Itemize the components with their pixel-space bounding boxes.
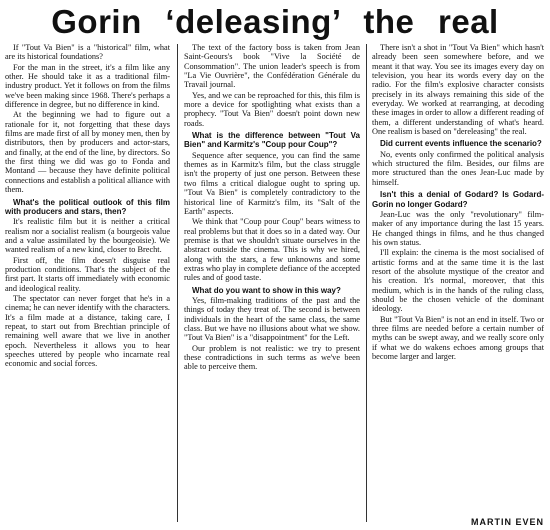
interview-question: What is the difference between "Tout Va Bien" and Karmitz's "Coup pour Coup"? (184, 131, 360, 150)
paragraph: There isn't a shot in "Tout Va Bien" which hasn't already been seen somewhere before, and we meant it that way. You see its images every day on television, you hear its words every day on the radio. For the film's explosive character consists precisely in its always remaining this side of the everyday. We worked at rearranging, at decoding these images in order to allow a different reading of them, a different understanding of what's heard. One realism is based on "dereleasing" the real. (372, 43, 544, 137)
interview-question: Isn't this a denial of Godard? Is Godard-Gorin no longer Godard? (372, 190, 544, 209)
paragraph: Yes, film-making traditions of the past and the things of today they treat of. The second is between individuals in the heart of the same class, the same class. But we have no illusions about what we show. "Tout Va Bien" is a "disappointment" for the Left. (184, 295, 360, 343)
paragraph: Jean-Luc was the only "revolutionary" film-maker of any importance during the last 15 years. He changed things in films, and he thus changed his own status. (372, 209, 544, 247)
paragraph: Yes, and we can be reproached for this, this film is more a device for spotlighting what exists than a prophecy. "Tout Va Bien" doesn't point down new roads. (184, 90, 360, 128)
byline: MARTIN EVEN (470, 517, 544, 527)
column-3 (372, 43, 544, 362)
paragraph: First off, the film doesn't disguise real production conditions. That's the subject of the first part. It starts off immediately with economic and ideological reality. (5, 255, 170, 293)
column-rule-1 (177, 44, 178, 522)
paragraph: But "Tout Va Bien" is not an end in itself. Two or three films are needed before a certain number of myths can be swept away, and we really score only if what we do wakens echoes among groups that become larger and larger. (372, 314, 544, 361)
interview-question: What do you want to show in this way? (192, 285, 341, 295)
paragraph: The spectator can never forget that he's in a cinema; he can never identify with the characters. It's a film made at a distance, taking care, I repeat, to start out from Brechtian principle of remaining well aware that we live in another epoch. Nevertheless it allows you to hear speeches uttered by people who incarnate real economic and social forces. (5, 293, 170, 369)
column-rule-2 (366, 44, 367, 522)
interview-question: Did current events influence the scenario? (380, 139, 542, 149)
paragraph: It's realistic film but it is neither a critical realism nor a socialist realism (a bourgeois value and a value assimilated by the bourgeoisie). We wanted realism of a new kind, closer to Brecht. (5, 217, 170, 255)
interview-question: What's the political outlook of this film with producers and stars, then? (5, 197, 170, 216)
paragraph: For the man in the street, it's a film like any other. He should take it as a traditional film-industry product. Yet it follows on from the films we've been making since 1968. There's perhaps a difference in degree, but no difference in kind. (5, 62, 170, 110)
paragraph: Sequence after sequence, you can find the same themes as in Karmitz's film, but the class struggle isn't the property of just one person. Between these two films a critical dialogue ought to spring up. "Tout Va Bien" is completely contradictory to the historical line of Karmitz's film, its "Salt of the Earth" aspects. (184, 150, 360, 216)
paragraph: No, events only confirmed the political analysis which structured the film. Besides, our films are more structured than the ones Jean-Luc made by himself. (372, 149, 544, 187)
paragraph: Our problem is not realistic: we try to present these contradictions in such terms as we've been able to perceive them. (184, 343, 360, 372)
headline: Gorin ‘deleasing’ the real (51, 3, 499, 40)
column-2 (184, 43, 360, 373)
paragraph: The text of the factory boss is taken from Jean Saint-Geours's book "Vive la Société de Consommation". The union leader's speech is from "La Vie Ouvrière", the Confédération Générale du Travail journal. (184, 43, 360, 90)
column-1 (5, 43, 170, 370)
paragraph: At the beginning we had to figure out a rationale for it, not forgetting that these days films are made first of all by money men, then by distributors, then by producers and actor-stars, and finally, at the end of the line, by directors. So the first thing we did was go to Fonda and Montand — because they have definite political connections and establish a political alliance with them. (5, 110, 170, 195)
paragraph: We think that "Coup pour Coup" bears witness to real problems but that it does so in a dated way. Our premise is that we shouldn't situate ourselves in the abstract outside the cinema. This is why we hired, along with the stars, a few unknowns and some extras who play in complete defiance of the accepted rules and of good taste. (184, 217, 360, 283)
paragraph: If "Tout Va Bien" is a "historical" film, what are its historical foundations? (5, 43, 170, 62)
paragraph: I'll explain: the cinema is the most socialised of artistic forms and at the same time it is the last resort of the absolute mystique of the creator and his creation. It's normal, moreover, that this medium, which is in the hands of the ruling class, should be the chosen vehicle of the dominant ideology. (372, 248, 544, 314)
